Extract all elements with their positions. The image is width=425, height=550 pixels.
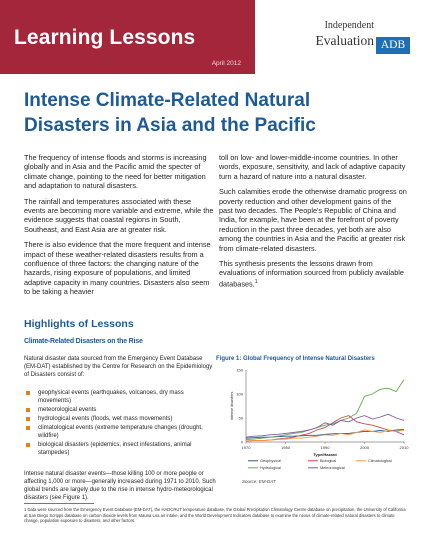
footnote-marker[interactable]: 1 xyxy=(254,278,258,285)
list-item-text: biological disasters (epidemics, insect infestations, animal stampedes) xyxy=(38,442,192,456)
square-bullet-icon xyxy=(26,391,30,395)
list-item-text: climatological events (extreme temperature changes (drought, wildfire) xyxy=(38,425,203,439)
disaster-type-list xyxy=(24,389,216,458)
series-line-climatological xyxy=(246,430,404,441)
highlights-intro: Natural disaster data sourced from the Emergency Event Database (EM-DAT) established by the Centre for Research on the Epidemiology of Disasters consist of: xyxy=(24,356,213,378)
x-tick-label: 2000 xyxy=(360,445,369,450)
title-line-1: Intense Climate-Related Natural xyxy=(24,90,311,111)
title-line-2: Disasters in Asia and the Pacific xyxy=(24,115,316,136)
body-paragraph: toll on low- and lower-middle-income countries. In other words, exposure, sensitivity, and lack of adaptive capacity turn a hazard of nature into a natural disaster. xyxy=(219,153,406,181)
x-tick-label: 1970 xyxy=(241,445,251,450)
adb-logo: ADB xyxy=(376,37,410,54)
org-line-1: Independent xyxy=(324,20,374,31)
legend-label: Geophysical xyxy=(260,459,281,463)
list-item xyxy=(24,424,216,440)
header-banner xyxy=(0,0,255,74)
body-paragraph-text: This synthesis presents the lessons drawn from evaluations of information sourced from publicly available databases. xyxy=(219,259,404,289)
x-tick-label: 2010 xyxy=(399,445,409,450)
org-name xyxy=(290,20,374,48)
list-item xyxy=(24,406,216,414)
legend-label: Biological xyxy=(320,459,337,463)
highlights-outro: Intense natural disaster events—those killing 100 or more people or affecting 1,000 or more—generally increased during 1971 to 2010. Such global trends are largely due to the rise in intense hydro-meteorological disasters (see Figure 1). xyxy=(24,471,216,501)
footnote: 1 Data were sourced from the Emergency Event Database (EM-DAT), the HADCRUT temperature database, the Global Precipitation Climatology Centre database on precipitation, the University of California at San Diego Scripps database on carbon dioxide levels from Mauna Loa air intake, and the World Development Indicators database to examine the nexus of climate-related natural disasters to climate change, population exposure to disasters, and other factors. xyxy=(24,507,406,524)
publication-date: April 2012 xyxy=(211,60,241,67)
series-line-meteorological xyxy=(246,414,404,437)
x-tick-label: 1990 xyxy=(320,445,330,450)
square-bullet-icon xyxy=(26,426,30,430)
body-paragraph: Such calamities erode the otherwise dramatic progress on poverty reduction and other development gains of the past two decades. The People's Republic of China and India, for example, have been at the forefront of poverty reduction in the past three decades, yet both are also among the countries in Asia and the Pacific at greater risk from climate-related disasters. xyxy=(219,187,407,253)
y-tick-label: 50 xyxy=(238,415,243,421)
figure-source: Source: EM-DAT xyxy=(242,479,276,484)
list-item-text: meteorological events xyxy=(38,407,97,413)
body-left-column xyxy=(24,153,214,303)
org-line-2: Evaluation xyxy=(315,33,374,48)
legend-label: Meteorological xyxy=(320,466,345,470)
y-tick-label: 0 xyxy=(240,439,243,445)
square-bullet-icon xyxy=(26,408,30,412)
legend-label: Hydrological xyxy=(260,466,281,470)
list-item-text: geophysical events (earthquakes, volcanoes, dry mass movements) xyxy=(38,390,184,404)
highlights-heading: Highlights of Lessons xyxy=(24,318,134,330)
disasters-line-chart xyxy=(216,364,412,480)
list-item xyxy=(24,415,216,423)
square-bullet-icon xyxy=(26,417,30,421)
section-subheading: Climate-Related Disasters on the Rise xyxy=(24,338,143,345)
list-item xyxy=(24,389,216,405)
y-tick-label: 100 xyxy=(236,391,243,397)
page-title xyxy=(24,88,404,138)
legend-title: Type/Hazard xyxy=(313,452,337,457)
list-item-text: hydrological events (floods, wet mass movements) xyxy=(38,416,173,422)
y-axis-label: Intense disasters xyxy=(230,391,234,421)
legend-label: Climatological xyxy=(368,459,392,463)
square-bullet-icon xyxy=(26,443,30,447)
body-paragraph: The rainfall and temperatures associated with these events are becoming more variable and extreme, while the evidence suggests that coastal regions in South, Southeast, and East Asia are at greater risk. xyxy=(24,196,214,234)
figure-caption: Figure 1: Global Frequency of Intense Natural Disasters xyxy=(216,356,375,362)
x-tick-label: 1980 xyxy=(281,445,290,450)
series-title: Learning Lessons xyxy=(14,26,196,49)
body-paragraph: The frequency of intense floods and storms is increasing globally and in Asia and the Pacific amid the specter of climate change, pointing to the need for better mitigation and adaptation to natural disasters. xyxy=(24,153,207,191)
list-item xyxy=(24,441,216,457)
body-right-column xyxy=(219,153,407,295)
body-paragraph xyxy=(219,259,407,289)
y-tick-label: 150 xyxy=(236,367,243,373)
footnote-divider xyxy=(24,503,94,504)
body-paragraph: There is also evidence that the more frequent and intense impact of these weather-related disasters results from a confluence of three factors: the changing nature of the hazards, rising exposure of populations, and limited adaptive capacity in many countries. Disasters also seem to be taking a heavier xyxy=(24,240,211,297)
